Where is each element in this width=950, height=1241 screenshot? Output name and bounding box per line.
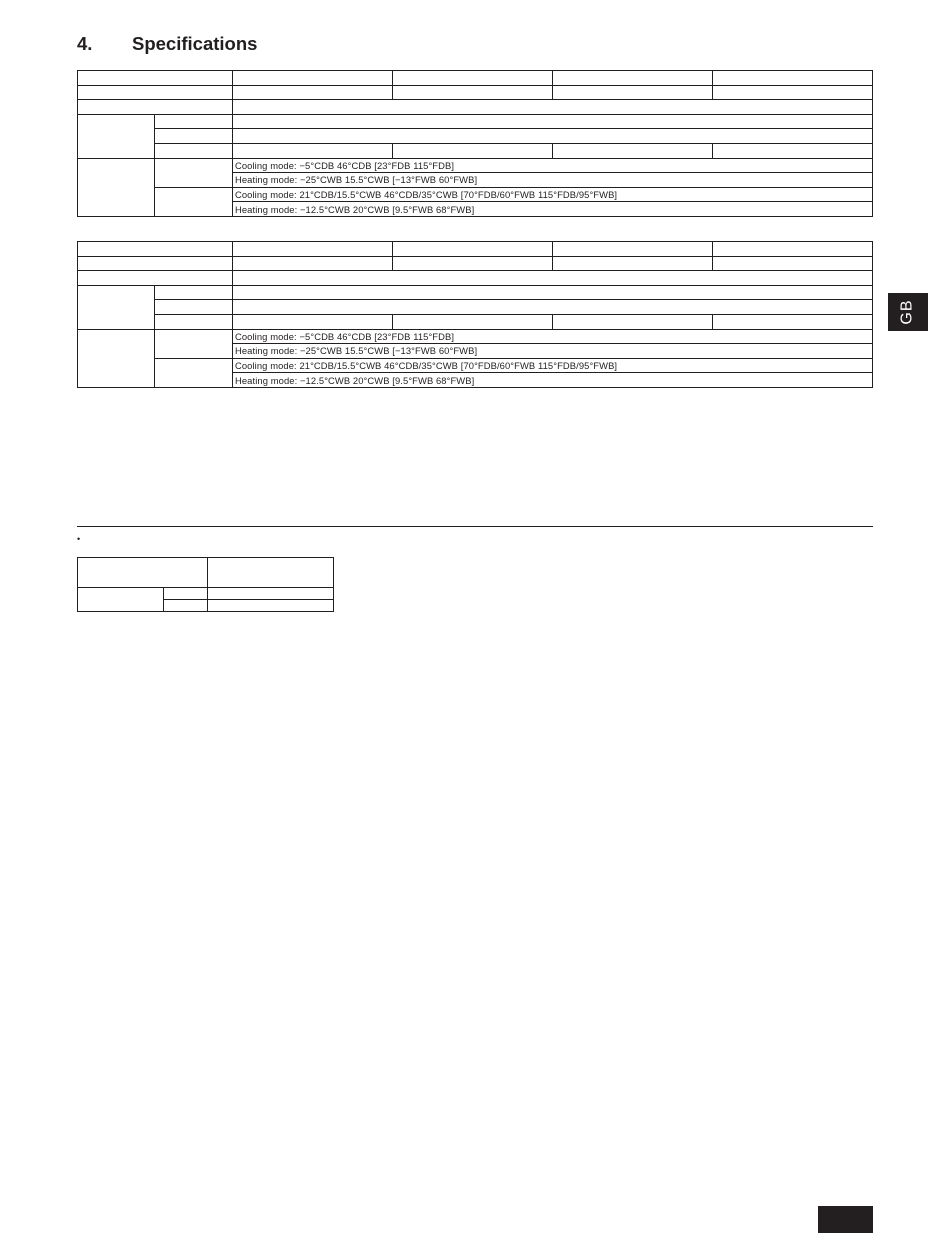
table-row — [78, 558, 334, 588]
table-row — [78, 129, 873, 144]
page-number-box — [818, 1206, 873, 1233]
table-row — [78, 100, 873, 115]
page-heading — [77, 33, 257, 55]
indoor-cooling-range: Cooling mode: 21°CDB/15.5°CWB 46°CDB/35°CWB [70°FDB/60°FWB 115°FDB/95°FWB] — [233, 358, 873, 373]
outdoor-heating-range: Heating mode: −25°CWB 15.5°CWB [−13°FWB 60°FWB] — [233, 173, 873, 188]
table-row — [78, 300, 873, 315]
language-tab — [888, 293, 928, 331]
spec-table-2 — [77, 241, 873, 388]
note-bullet: • — [77, 534, 81, 544]
section-number: 4. — [77, 33, 93, 54]
note-table — [77, 557, 334, 612]
table-row — [78, 158, 873, 173]
table-row — [78, 271, 873, 286]
section-divider — [77, 526, 873, 527]
outdoor-cooling-range: Cooling mode: −5°CDB 46°CDB [23°FDB 115°FDB] — [233, 329, 873, 344]
table-row — [78, 285, 873, 300]
table-row — [78, 242, 873, 257]
indoor-heating-range: Heating mode: −12.5°CWB 20°CWB [9.5°FWB 68°FWB] — [233, 202, 873, 217]
table-row — [78, 71, 873, 86]
spec-table-1 — [77, 70, 873, 217]
table-row — [78, 314, 873, 329]
indoor-cooling-range: Cooling mode: 21°CDB/15.5°CWB 46°CDB/35°CWB [70°FDB/60°FWB 115°FDB/95°FWB] — [233, 187, 873, 202]
indoor-heating-range: Heating mode: −12.5°CWB 20°CWB [9.5°FWB 68°FWB] — [233, 373, 873, 388]
table-row — [78, 358, 873, 373]
language-tab-label: GB — [899, 299, 916, 325]
table-row — [78, 256, 873, 271]
table-row — [78, 588, 334, 600]
table-row — [78, 114, 873, 129]
outdoor-heating-range: Heating mode: −25°CWB 15.5°CWB [−13°FWB 60°FWB] — [233, 344, 873, 359]
table-row — [78, 329, 873, 344]
outdoor-cooling-range: Cooling mode: −5°CDB 46°CDB [23°FDB 115°FDB] — [233, 158, 873, 173]
section-title: Specifications — [132, 33, 258, 54]
table-row — [78, 187, 873, 202]
table-row — [78, 85, 873, 100]
table-row — [78, 143, 873, 158]
